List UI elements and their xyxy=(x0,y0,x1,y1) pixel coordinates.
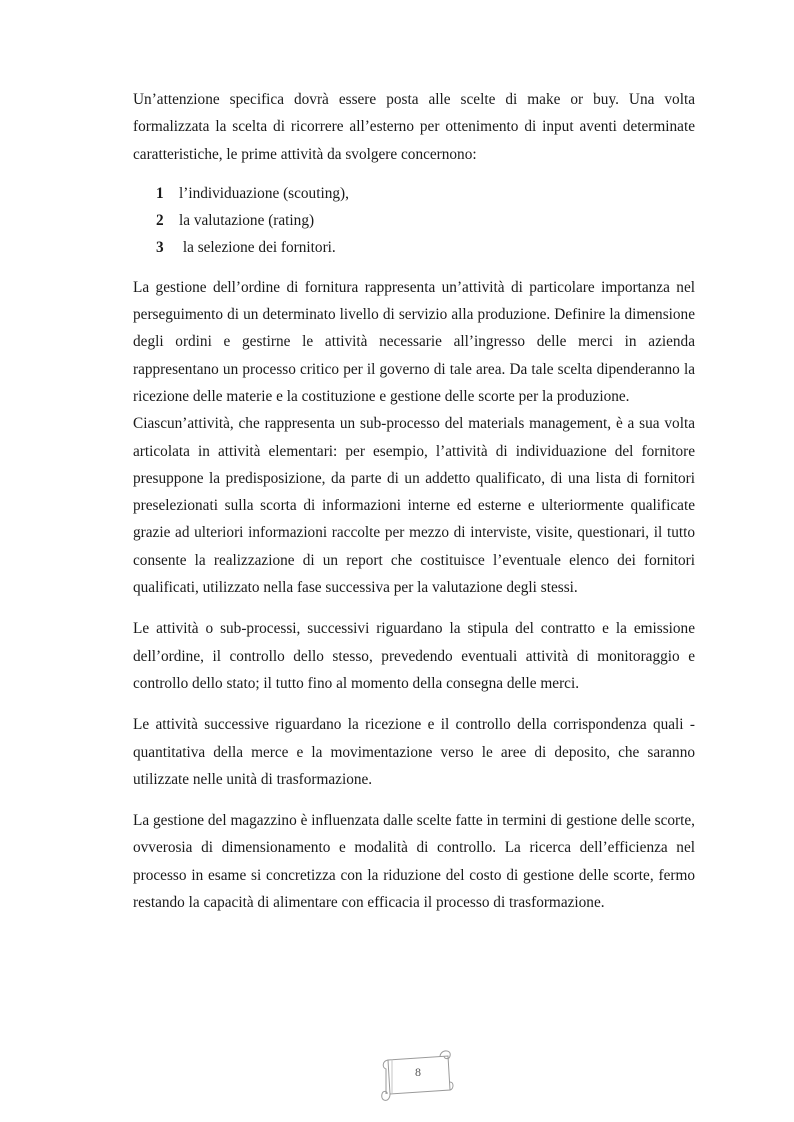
paragraph-warehouse: La gestione del magazzino è influenzata dalle scelte fatte in termini di gestione delle scorte, ovverosia di dimensionamento e modalità di controllo. La ricerca dell’efficienza nel processo in esame si concretizza con la riduzione del costo di gestione delle scorte, fermo restando la capacità di alimentare con efficacia il processo di trasformazione. xyxy=(133,812,695,912)
page-body xyxy=(133,86,695,916)
list-item xyxy=(133,180,695,207)
paragraph-contract: Le attività o sub-processi, successivi riguardano la stipula del contratto e la emissione dell’ordine, il controllo dello stesso, prevedendo eventuali attività di monitoraggio e controllo dello stato; il tutto fino al momento della consegna delle merci. xyxy=(133,620,695,692)
page-number: 8 xyxy=(415,1065,421,1079)
paragraph-order-management: La gestione dell’ordine di fornitura rappresenta un’attività di particolare importanza nel perseguimento di un determinato livello di servizio alla produzione. Definire la dimensione degli ordini e gestirne le attività necessarie all’ingresso delle merci in azienda rappresentano un processo critico per il governo di tale area. Da tale scelta dipenderanno la ricezione delle materie e la costituzione e gestione delle scorte per la produzione. xyxy=(133,278,695,405)
list-item xyxy=(133,234,695,261)
list-number: 3 xyxy=(156,239,164,257)
list-number: 2 xyxy=(156,212,164,230)
paragraph-sub-processes: Ciascun’attività, che rappresenta un sub-processo del materials management, è a sua volta articolata in attività elementari: per esempio, l’attività di individuazione del fornitore presuppone la predisposizione, da parte di un addetto qualificato, di una lista di fornitori preselezionati sulla scorta di informazioni interne ed esterne e ulteriormente qualificate grazie ad ulteriori informazioni raccolte per mezzo di interviste, visite, questionari, il tutto consente la realizzazione di un report che costituisce l’eventuale elenco dei fornitori qualificati, utilizzato nella fase successiva per la valutazione degli stessi. xyxy=(133,415,695,597)
list-number: 1 xyxy=(156,184,164,202)
list-text: l’individuazione (scouting), xyxy=(179,184,349,202)
paragraph-intro: Un’attenzione specifica dovrà essere posta alle scelte di make or buy. Una volta formalizzata la scelta di ricorrere all’esterno per ottenimento di input aventi determinate caratteristiche, le prime attività da svolgere concernono: xyxy=(133,91,695,163)
activities-list xyxy=(133,180,695,262)
list-item xyxy=(133,207,695,234)
list-text: la selezione dei fornitori. xyxy=(179,239,336,257)
page-footer xyxy=(378,1046,454,1104)
list-text: la valutazione (rating) xyxy=(179,212,315,230)
paragraph-reception: Le attività successive riguardano la ricezione e il controllo della corrispondenza quali - quantitativa della merce e la movimentazione verso le aree di deposito, che saranno utilizzate nelle unità di trasformazione. xyxy=(133,716,695,788)
